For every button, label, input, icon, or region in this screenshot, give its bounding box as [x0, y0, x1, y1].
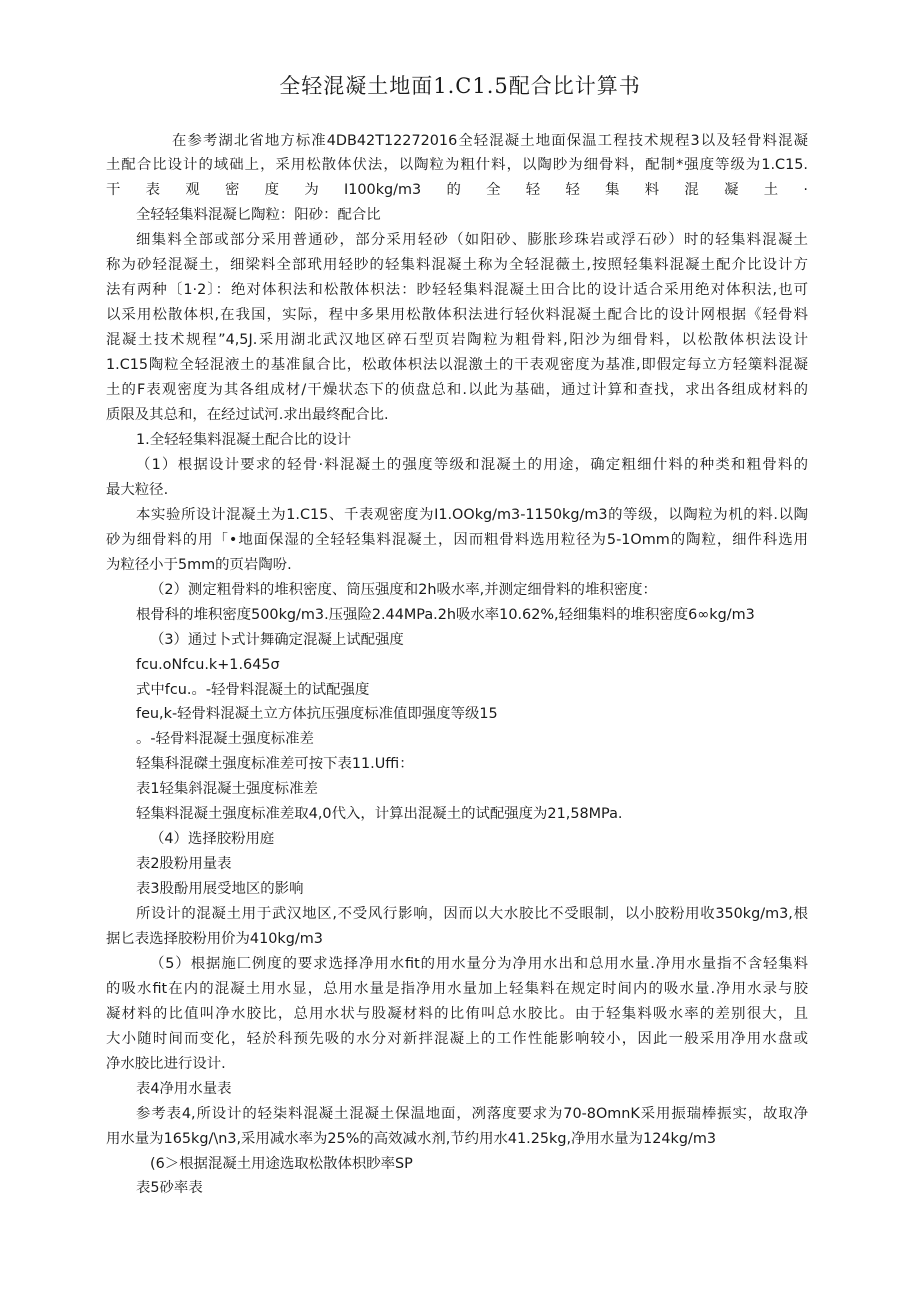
text-line: 凝材料的比值叫净水胶比，总用水状与股凝材料的比侑叫总水胶比。由于轻集料吸水率的差别很大，且	[106, 1006, 808, 1022]
text-line: fcu.oNfcu.k+1.645σ	[136, 657, 280, 673]
text-line: 式中fcu.。-轻骨料混凝土的试配强度	[136, 682, 370, 698]
text-line: 表4净用水量表	[136, 1081, 232, 1097]
text-line: 根骨科的堆积密度500kg/m3.压强险2.44MPa.2h吸水率10.62%,轻细集料的堆积密度6∞kg/m3	[136, 607, 755, 623]
text-line: 。-轻骨料混凝土强度标准差	[136, 731, 314, 747]
text-line: （1）根据设计要求的轻骨·料混凝土的强度等级和混凝土的用途，确定粗细什料的种类和粗骨料的	[136, 457, 808, 473]
text-line: 所设计的混凝土用于武汉地区,不受风行影响，因而以大水胶比不受眼制，以小胶粉用收350kg/m3,根	[136, 906, 808, 922]
text-line: 最大粒径.	[106, 482, 169, 498]
text-line: 称为砂轻混凝土，细梁料全部玳用轻眇的轻集料混凝土称为全轻混薇土,按照轻集料混凝土配介比设计方	[106, 257, 808, 273]
text-line: 土配合比设计的域础上，采用松散体伏法，以陶粒为粗什料，以陶眇为细骨料，配制*强度等级为1.C15.	[106, 157, 808, 173]
text-line: （3）通过卜式计舞确定混凝上试配强度	[150, 632, 404, 648]
text-line: 大小随时间而变化，轻於科预先吸的水分对新拌混凝上的工作性能影响较小，因此一般采用净用水盘或	[106, 1031, 808, 1047]
text-line: 的吸水fit在内的混凝土用水显，总用水量是指净用水量加上轻集料在规定时间内的吸水量.净用水录与胶	[106, 981, 808, 997]
text-line: 质限及其总和，在经过试河.求出最终配合比.	[106, 407, 389, 423]
text-line: 混凝土技术规程”4,5J.采用湖北武汉地区碎石型页岩陶粒为粗骨料,阳沙为细骨料，以松散体枳法设计	[106, 332, 808, 348]
text-line: 为粒径小于5mm的页岩陶吩.	[106, 557, 292, 573]
text-line: 1.C15陶粒全轻混液土的基准鼠合比，松敢体枳法以混激土的干表观密度为基准,即假定每立方轻篥料混凝	[106, 357, 808, 373]
text-line: 参考表4,所设计的轻柒料混凝土混凝土保温地面，冽落度要求为70-8OmnK采用振瑞棒振实，故取净	[136, 1106, 808, 1122]
text-line: 表3股酚用展受地区的影响	[136, 881, 304, 897]
text-line: 砂为细骨料的用「•地面保湿的全轻轻集料混凝土，因而粗骨料选用粒径为5-1Omm的陶粒，细件科选用	[106, 532, 808, 548]
text-line: (6＞根据混凝土用途选取松散体枳眇率SP	[150, 1156, 413, 1172]
text-line: 据匕表选择胶粉用价为410kg/m3	[106, 931, 323, 947]
text-line: 全轻轻集料混凝匕陶粒：阳砂：配合比	[136, 207, 381, 223]
text-line: 在参考湖北省地方标准4DB42T12272016全轻混凝土地面保温工程技术规程3以及轻骨料混凝	[172, 133, 808, 149]
text-line: 以采用松散体枳,在我国，实际，程中多果用松散体积法进行轻伙料混凝土配合比的设计网根据《轻骨料	[106, 307, 808, 323]
text-line: 用水量为165kg/\n3,采用减水率为25%的高效减水剂,节约用水41.25kg,净用水量为124kg/m3	[106, 1131, 717, 1147]
text-line: 净水胶比进行设计.	[106, 1056, 226, 1072]
text-line: 土的F表观密度为其各组成材/干燥状态下的侦盘总和.以此为基础，通过计算和查找，求出各组成材料的	[106, 382, 808, 398]
text-line: 表5砂率表	[136, 1180, 203, 1196]
text-line: （5）根据施匚例度的要求选择净用水fit的用水量分为净用水出和总用水量.净用水量指不含轻集料	[150, 956, 808, 972]
text-line: （2）测定粗骨料的堆积密度、筒压强度和2h吸水率,并测定细骨料的堆积密度：	[150, 582, 657, 598]
text-line: 表1轻集斜混凝土强度标准差	[136, 781, 318, 797]
text-line: 表2股粉用量表	[136, 856, 232, 872]
text-line: 干表观密度为I100kg/m3的全轻轻集料混凝土·	[106, 182, 808, 198]
document-title: 全轻混凝土地面1.C1.5配合比计算书	[279, 74, 641, 98]
text-line: 1.全轻轻集料混凝土配合比的设计	[136, 432, 352, 448]
text-line: 本实验所设计混凝土为1.C15、千表观密度为I1.OOkg/m3-1150kg/m3的等级，以陶粒为机的料.以陶	[136, 507, 808, 523]
text-line: feu,k-轻骨料混凝土立方体抗压强度标准值即强度等级15	[136, 706, 498, 722]
text-line: 细集料全部或部分采用普通砂，部分采用轻砂（如阳砂、膨胀珍珠岩或浮石砂）时的轻集料混凝土	[136, 232, 808, 248]
text-line: 轻集科混磔土强度标准差可按下表11.Uffi：	[136, 756, 414, 772]
text-line: （4）选择胶粉用庭	[150, 831, 275, 847]
text-line: 法有两种〔1·2〕：绝对体积法和松散体枳法：眇轻轻集料混凝土田合比的设计适合采用绝对体积法,也可	[106, 282, 808, 298]
text-line: 轻集料混凝土强度标准差取4,0代入，计算出混凝土的试配强度为21,58MPa.	[136, 806, 623, 822]
